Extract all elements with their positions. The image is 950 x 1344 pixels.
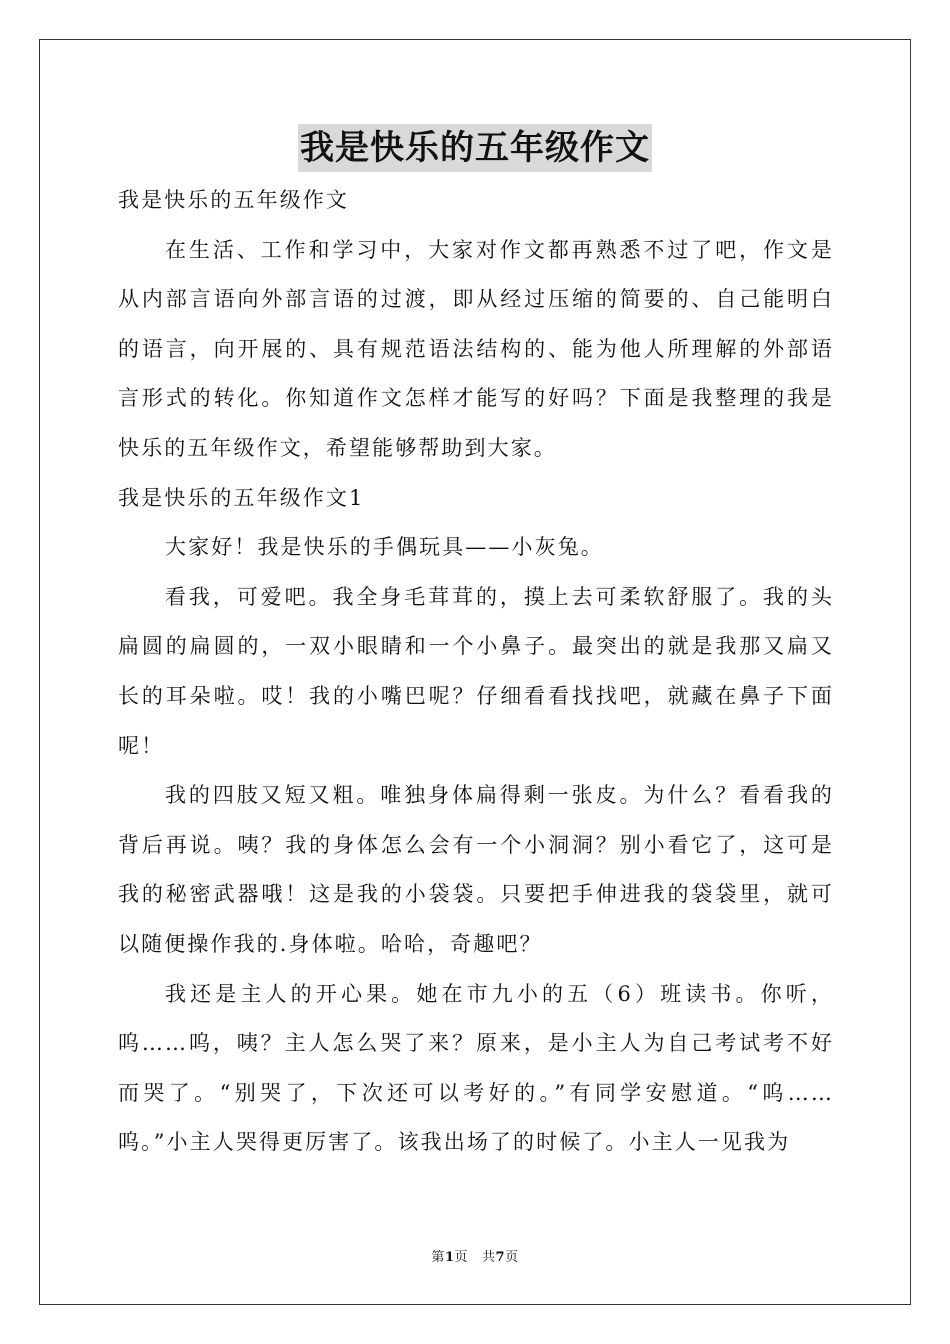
page-total: 7 (495, 1250, 506, 1265)
page-suffix: 页 (454, 1250, 468, 1265)
paragraph: 大家好！我是快乐的手偶玩具——小灰兔。 (165, 535, 604, 560)
paragraph: 我还是主人的开心果。她在市九小的五（6）班读书。你听，呜……呜，咦？主人怎么哭了来？原来，是小主人为自己考试考不好而哭了。“别哭了，下次还可以考好的。”有同学安慰道。“呜……呜。”小主人哭得更厉害了。该我出场了的时候了。小主人一见我为 (118, 981, 834, 1155)
page-footer (0, 1246, 950, 1265)
paragraph-heading: 我是快乐的五年级作文 (118, 188, 349, 212)
page-current: 1 (444, 1250, 455, 1265)
paragraph-heading: 我是快乐的五年级作文1 (118, 485, 365, 510)
total-suffix: 页 (505, 1250, 519, 1265)
document-body (118, 176, 834, 1168)
paragraph: 看我，可爱吧。我全身毛茸茸的，摸上去可柔软舒服了。我的头扁圆的扁圆的，一双小眼睛和一个小鼻子。最突出的就是我那又扁又长的耳朵啦。哎！我的小嘴巴呢？仔细看看找找吧，就藏在鼻子下面呢！ (118, 584, 834, 758)
page-prefix: 第 (431, 1250, 445, 1265)
total-prefix: 共 (482, 1250, 496, 1265)
paragraph: 我的四肢又短又粗。唯独身体扁得剩一张皮。为什么？看看我的背后再说。咦？我的身体怎么会有一个小洞洞？别小看它了，这可是我的秘密武器哦！这是我的小袋袋。只要把手伸进我的袋袋里，就可以随便操作我的.身体啦。哈哈，奇趣吧？ (118, 783, 834, 956)
title-container (0, 124, 950, 172)
paragraph: 在生活、工作和学习中，大家对作文都再熟悉不过了吧，作文是从内部言语向外部言语的过渡，即从经过压缩的简要的、自己能明白的语言，向开展的、具有规范语法结构的、能为他人所理解的外部语言形式的转化。你知道作文怎样才能写的好吗？下面是我整理的我是快乐的五年级作文，希望能够帮助到大家。 (118, 237, 834, 460)
document-title: 我是快乐的五年级作文 (298, 124, 652, 172)
